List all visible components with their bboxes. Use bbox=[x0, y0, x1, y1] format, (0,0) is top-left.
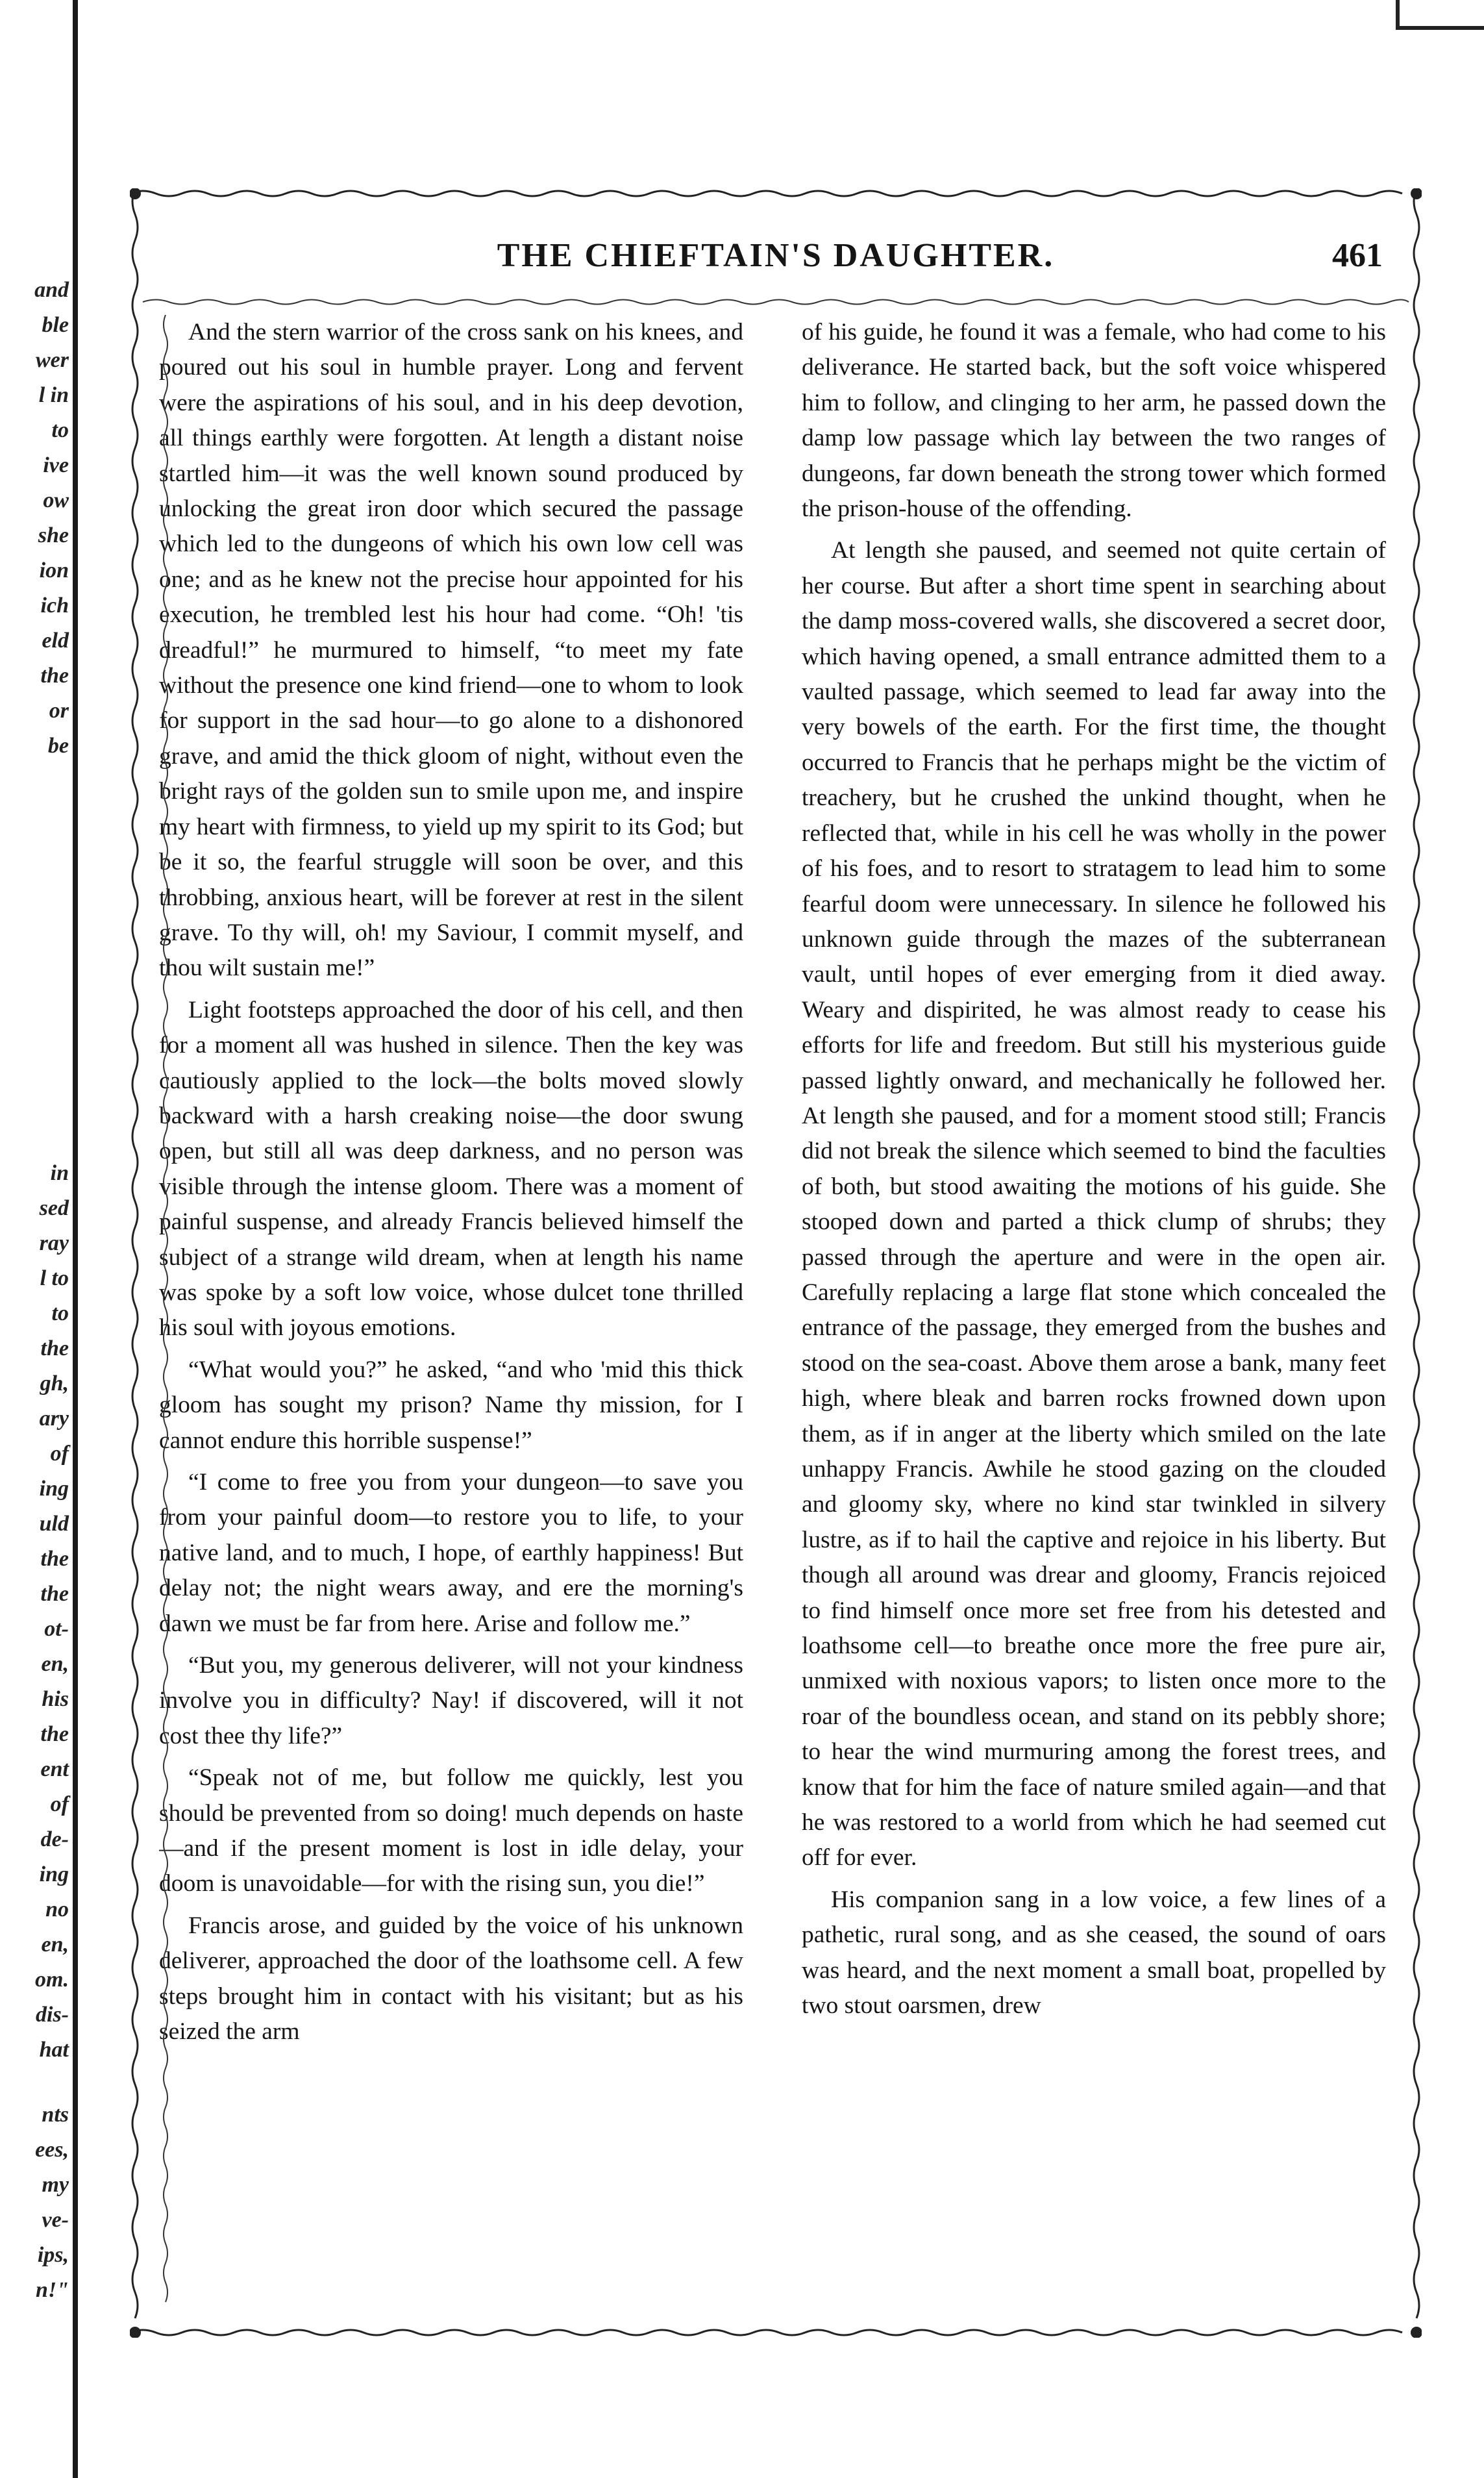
corner-ornament-top-left bbox=[130, 188, 141, 199]
paragraph: At length she paused, and seemed not quite certain of her course. But after a short time spent in searching about the damp moss-covered walls, she discovered a secret door, which having opened, a small entrance admitted them to a vaulted passage, which seemed to lead far away into the very bowels of the earth. For the first time, the thought occurred to Francis that he perhaps might be the victim of treachery, but he crushed the unkind thought, when he reflected that, while in his cell he was wholly in the power of his foes, and to resort to stratagem to lead him to some fearful doom were unnecessary. In silence he followed his unknown guide through the mazes of the subterranean vault, until hopes of ever emerging from it died away. Weary and dispirited, he was almost ready to cease his efforts for life and freedom. But still his mysterious guide passed lightly onward, and mechanically he followed her. At length she paused, and for a moment stood still; Francis did not break the silence which seemed to bind the faculties of both, but stood awaiting the motions of his guide. She stooped down and parted a thick clump of shrubs; they passed through the aperture and were in the open air. Carefully replacing a large flat stone which concealed the entrance of the passage, they emerged from the bushes and stood on the sea-coast. Above them arose a bank, many feet high, where bleak and barren rocks frowned down upon them, as if in anger at the liberty which smiled on the late unhappy Francis. Awhile he stood gazing on the clouded and gloomy sky, where no kind star twinkled in silvery lustre, as if to hail the captive and rejoice in his liberty. But though all around was drear and gloomy, Francis rejoiced to find himself once more set free from his detested and loathsome cell—to breathe once more the free pure air, unmixed with noxious vapors; to listen once more to the roar of the boundless ocean, and stand on its pebbly shore; to hear the wind murmuring among the forest trees, and know that for him the face of nature smiled again—and that he was restored to a world from which he had seemed cut off for ever. bbox=[802, 537, 1386, 1871]
margin-fragment-line: the bbox=[40, 1722, 69, 1746]
margin-fragment-line: to bbox=[51, 1301, 69, 1325]
gutter-rule bbox=[73, 0, 78, 2478]
margin-fragment-line: ot- bbox=[44, 1617, 69, 1641]
margin-fragment-line: en, bbox=[41, 1933, 69, 1957]
corner-ornament-top-right bbox=[1411, 188, 1422, 199]
margin-fragment-line: wer bbox=[36, 348, 69, 372]
margin-fragment-line: she bbox=[38, 523, 69, 547]
margin-fragment-line: ow bbox=[43, 488, 69, 512]
left-column bbox=[159, 315, 743, 2309]
margin-fragment-line: no bbox=[45, 1897, 69, 1921]
column-divider bbox=[159, 315, 172, 2309]
paragraph: And the stern warrior of the cross sank on his knees, and poured out his soul in humble prayer. Long and fervent were the aspirations of his soul, and in his deep devotion, all things earthly were forgotten. At length a distant noise startled him—it was the well known sound produced by unlocking the great iron door which secured the passage which led to the dungeons of which his own low cell was one; and as he knew not the precise hour appointed for his execution, he trembled lest his hour had come. “Oh! 'tis dreadful!” he murmured to himself, “to meet my fate without the presence one kind friend—one to whom to look for support in the sad hour—to go alone to a dishonored grave, and amid the thick gloom of night, without even the bright rays of the golden sun to smile upon me, and inspire my heart with firmness, to yield up my spirit to its God; but be it so, the fearful struggle will soon be over, and this throbbing, anxious heart, will be forever at rest in the silent grave. To thy will, oh! my Saviour, I commit myself, and thou wilt sustain me!” bbox=[159, 319, 743, 982]
facing-page-edge bbox=[0, 0, 97, 2478]
paragraph: Francis arose, and guided by the voice of his unknown deliverer, approached the door of the loathsome cell. A few steps brought him in contact with his visitant; but as his seized the arm bbox=[159, 1912, 743, 2046]
margin-fragment-line: or bbox=[49, 699, 69, 723]
margin-fragment-line: ees, bbox=[35, 2138, 69, 2162]
facing-page-text-fragments bbox=[0, 0, 71, 2478]
page-number: 461 bbox=[1332, 237, 1383, 274]
margin-fragment-line: to bbox=[51, 418, 69, 442]
margin-fragment-line: om. bbox=[35, 1968, 69, 1992]
paragraph: “Speak not of me, but follow me quickly, lest you should be prevented from so doing! much depends on haste—and if the present moment is lost in idle delay, your doom is unavoidable—for with the rising sun, you die!” bbox=[159, 1764, 743, 1897]
page-frame bbox=[130, 188, 1422, 2338]
margin-fragment-line: of bbox=[50, 1792, 69, 1816]
margin-fragment-line: the bbox=[40, 664, 69, 688]
margin-fragment-line: ich bbox=[40, 594, 69, 618]
paragraph: Light footsteps approached the door of his cell, and then for a moment all was hushed in silence. Then the key was cautiously applied to the lock—the bolts moved slowly backward with a harsh creaking noise—the door swung open, but still all was deep darkness, and no person was visible through the intense gloom. There was a moment of painful suspense, and already Francis believed himself the subject of a strange wild dream, when at length his name was spoke by a soft low voice, whose dulcet tone thrilled his soul with joyous emotions. bbox=[159, 996, 743, 1342]
margin-fragment-line: the bbox=[40, 1547, 69, 1571]
margin-fragment-line: hat bbox=[39, 2038, 69, 2062]
margin-fragment-line: gh, bbox=[40, 1371, 69, 1395]
margin-fragment-line: ive bbox=[43, 453, 69, 477]
text-columns bbox=[159, 315, 1392, 2309]
margin-fragment-line: l in bbox=[38, 383, 69, 407]
fragment-block-b bbox=[1, 1156, 69, 2068]
margin-fragment-line: eld bbox=[42, 629, 69, 653]
corner-ornament-bottom-left bbox=[130, 2327, 141, 2338]
margin-fragment-line: ips, bbox=[37, 2243, 69, 2267]
paragraph: “What would you?” he asked, “and who 'mid this thick gloom has sought my prison? Name thy mission, for I cannot endure this horrible suspense!” bbox=[159, 1356, 743, 1454]
margin-fragment-line: my bbox=[42, 2173, 69, 2197]
corner-rule bbox=[1396, 0, 1484, 30]
right-column bbox=[802, 315, 1386, 2309]
running-header bbox=[130, 234, 1422, 286]
margin-fragment-line: his bbox=[42, 1687, 69, 1711]
paragraph: His companion sang in a low voice, a few lines of a pathetic, rural song, and as she ceased, the sound of oars was heard, and the next moment a small boat, propelled by two stout oarsmen, drew bbox=[802, 1886, 1386, 2020]
fragment-block-c bbox=[1, 2097, 69, 2308]
margin-fragment-line: ion bbox=[39, 558, 69, 582]
paragraph: “But you, my generous deliverer, will not your kindness involve you in difficulty? Nay! if discovered, will it not cost thee thy life?” bbox=[159, 1652, 743, 1749]
margin-fragment-line: de- bbox=[40, 1827, 69, 1851]
margin-fragment-line: ent bbox=[40, 1757, 69, 1781]
margin-fragment-line: nts bbox=[42, 2103, 69, 2127]
margin-fragment-line: of bbox=[50, 1442, 69, 1466]
right-border bbox=[1414, 188, 1419, 2318]
margin-fragment-line: ary bbox=[39, 1407, 69, 1431]
margin-fragment-line: the bbox=[40, 1336, 69, 1360]
margin-fragment-line: dis- bbox=[36, 2003, 69, 2027]
running-title: THE CHIEFTAIN'S DAUGHTER. bbox=[497, 237, 1055, 274]
margin-fragment-line: ing bbox=[39, 1862, 69, 1886]
paragraph: of his guide, he found it was a female, who had come to his deliverance. He started back, but the soft voice whispered him to follow, and clinging to her arm, he passed down the damp low passage which lay between the two ranges of dungeons, far down beneath the strong tower which formed the prison-house of the offending. bbox=[802, 319, 1386, 523]
margin-fragment-line: uld bbox=[39, 1512, 69, 1536]
margin-fragment-line: sed bbox=[39, 1196, 69, 1220]
margin-fragment-line: ble bbox=[42, 313, 69, 337]
margin-fragment-line: in bbox=[50, 1161, 69, 1185]
bottom-border bbox=[130, 2330, 1402, 2335]
corner-ornament-bottom-right bbox=[1411, 2327, 1422, 2338]
margin-fragment-line: l to bbox=[40, 1266, 69, 1290]
margin-fragment-line: ing bbox=[39, 1477, 69, 1501]
fragment-block-a bbox=[1, 273, 69, 764]
margin-fragment-line: en, bbox=[41, 1652, 69, 1676]
left-border bbox=[132, 188, 138, 2318]
margin-fragment-line: be bbox=[47, 734, 69, 758]
margin-fragment-line: and bbox=[34, 278, 69, 302]
paragraph: “I come to free you from your dungeon—to save you from your painful doom—to restore you to life, to your native land, and to much, I hope, of earthly happiness! But delay not; the night wears away, and ere the morning's dawn we must be far from here. Arise and follow me.” bbox=[159, 1469, 743, 1637]
margin-fragment-line: ve- bbox=[42, 2208, 69, 2232]
margin-fragment-line: the bbox=[40, 1582, 69, 1606]
margin-fragment-line: ray bbox=[39, 1231, 69, 1255]
header-rule bbox=[143, 300, 1409, 305]
top-border bbox=[130, 191, 1402, 196]
margin-fragment-line: n!" bbox=[35, 2278, 69, 2302]
